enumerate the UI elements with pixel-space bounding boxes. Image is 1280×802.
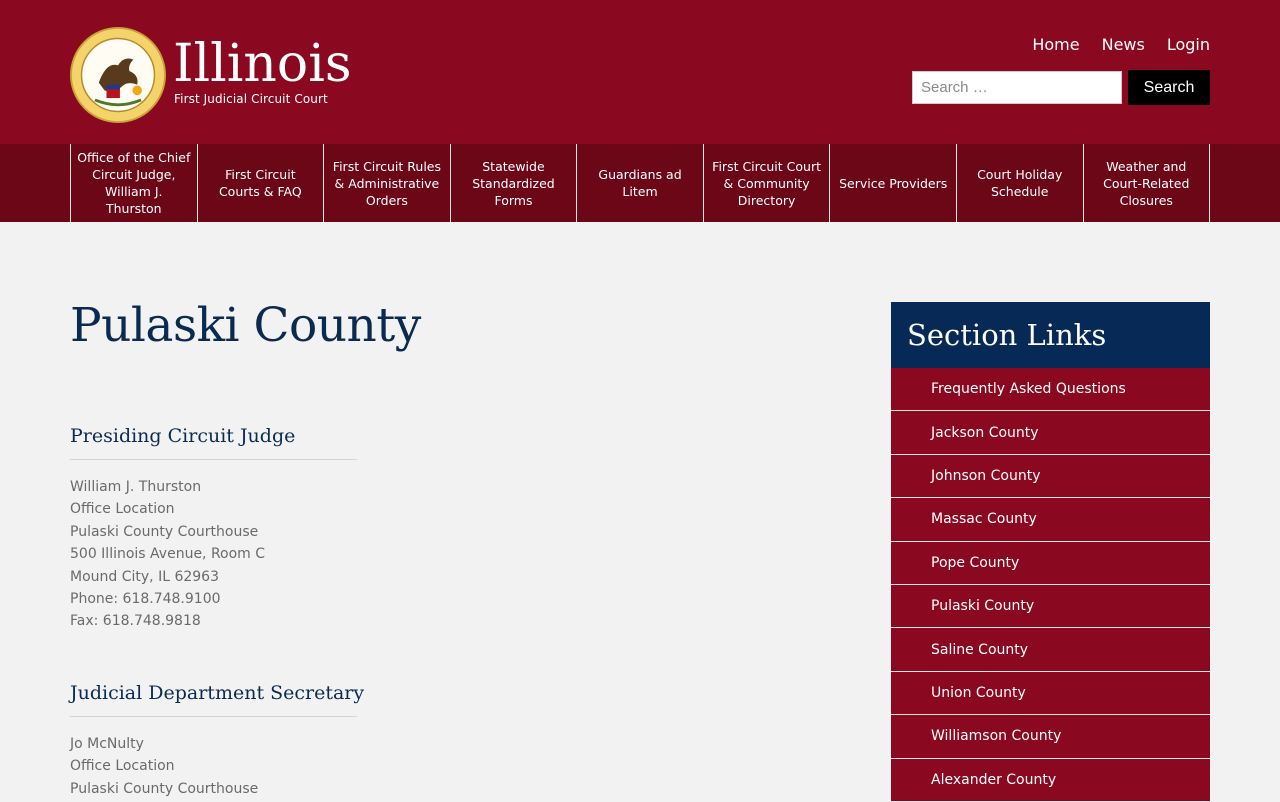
search-button[interactable]: Search — [1128, 70, 1210, 105]
nav-item-chief-judge[interactable]: Office of the Chief Circuit Judge, William J. Thurston — [70, 144, 197, 222]
contact-line: Pulaski County Courthouse — [70, 780, 259, 797]
nav-item-rules-orders[interactable]: First Circuit Rules & Administrative Orders — [323, 144, 450, 222]
sidebar-link-williamson-county[interactable]: Williamson County — [891, 715, 1210, 758]
nav-item-weather-closures[interactable]: Weather and Court-Related Closures — [1083, 144, 1211, 222]
nav-item-courts-faq[interactable]: First Circuit Courts & FAQ — [197, 144, 324, 222]
contact-line: Office Location — [70, 758, 175, 775]
contact-details — [70, 476, 357, 633]
contact-line: William J. Thurston — [70, 479, 202, 495]
state-seal-logo[interactable] — [70, 27, 166, 123]
nav-link-login[interactable]: Login — [1166, 35, 1210, 54]
contact-line: Jo McNulty — [70, 736, 144, 752]
nav-item-standardized-forms[interactable]: Statewide Standardized Forms — [450, 144, 577, 222]
site-subtitle: First Judicial Circuit Court — [174, 92, 328, 106]
sidebar-title: Section Links — [891, 302, 1210, 368]
section-heading: Judicial Department Secretary — [70, 682, 357, 717]
sidebar-link-saline-county[interactable]: Saline County — [891, 628, 1210, 671]
site-header — [0, 0, 1280, 144]
section-links-sidebar — [891, 302, 1210, 802]
secretary-section — [70, 682, 365, 800]
page-title: Pulaski County — [70, 298, 421, 353]
top-nav — [1032, 35, 1210, 54]
sidebar-link-johnson-county[interactable]: Johnson County — [891, 455, 1210, 498]
contact-details — [70, 733, 357, 800]
nav-item-service-providers[interactable]: Service Providers — [829, 144, 956, 222]
sidebar-link-faq[interactable]: Frequently Asked Questions — [891, 368, 1210, 411]
sidebar-link-pope-county[interactable]: Pope County — [891, 542, 1210, 585]
search-input[interactable] — [912, 71, 1122, 104]
section-heading: Presiding Circuit Judge — [70, 425, 357, 460]
contact-line: Phone: 618.748.9100 — [70, 591, 221, 608]
nav-link-home[interactable]: Home — [1032, 35, 1080, 54]
nav-item-holiday-schedule[interactable]: Court Holiday Schedule — [956, 144, 1083, 222]
contact-line: Mound City, IL 62963 — [70, 568, 219, 585]
contact-line: Fax: 618.748.9818 — [70, 613, 201, 630]
nav-item-community-directory[interactable]: First Circuit Court & Community Directory — [703, 144, 830, 222]
nav-link-news[interactable]: News — [1101, 35, 1145, 54]
contact-line: Office Location — [70, 501, 175, 518]
main-nav — [0, 144, 1280, 222]
contact-line: Pulaski County Courthouse — [70, 523, 259, 540]
sidebar-link-union-county[interactable]: Union County — [891, 672, 1210, 715]
presiding-judge-section — [70, 425, 357, 633]
sidebar-link-pulaski-county[interactable]: Pulaski County — [891, 585, 1210, 628]
contact-line: 500 Illinois Avenue, Room C — [70, 546, 266, 563]
nav-item-guardians-ad-litem[interactable]: Guardians ad Litem — [576, 144, 703, 222]
site-title[interactable]: Illinois — [173, 34, 352, 94]
sidebar-link-massac-county[interactable]: Massac County — [891, 498, 1210, 541]
sidebar-link-alexander-county[interactable]: Alexander County — [891, 759, 1210, 802]
sidebar-link-jackson-county[interactable]: Jackson County — [891, 411, 1210, 454]
